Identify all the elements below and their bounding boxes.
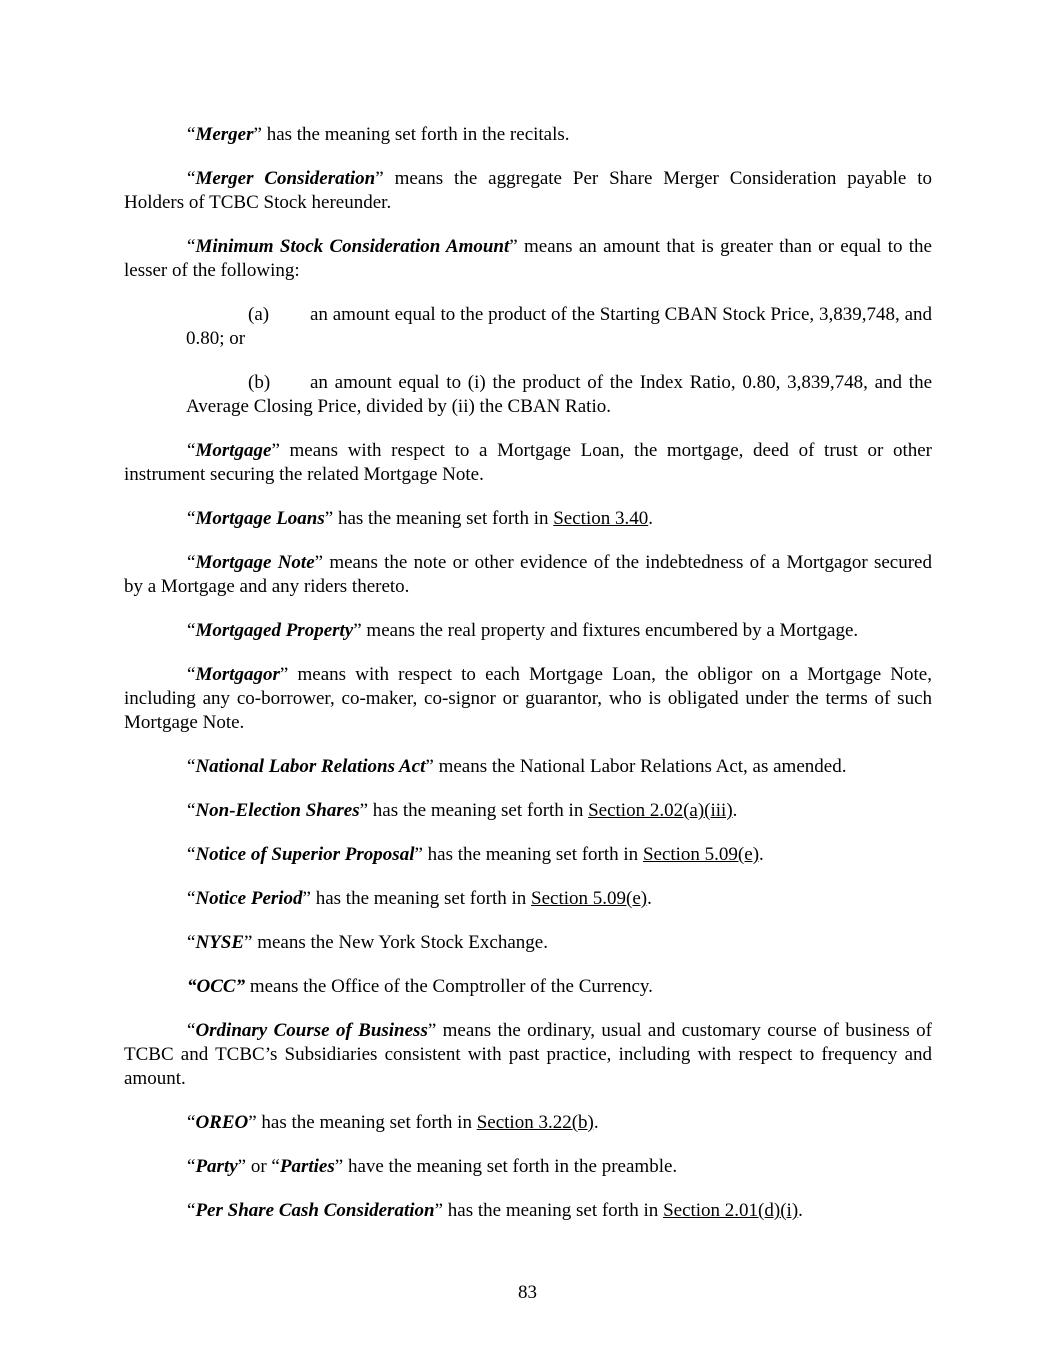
defined-term: Notice of Superior Proposal (195, 844, 415, 865)
section-reference[interactable]: Section 3.40 (553, 508, 649, 529)
definition-minimum-stock-consideration-amount: “Minimum Stock Consideration Amount” means an amount that is greater than or equal to the lesser of the following: (124, 236, 932, 281)
definition-oreo: “OREO” has the meaning set forth in Section 3.22(b). (187, 1112, 599, 1133)
defined-term: Mortgage Note (195, 552, 315, 573)
definition-merger-consideration: “Merger Consideration” means the aggregate Per Share Merger Consideration payable to Holders of TCBC Stock hereunder. (124, 168, 933, 213)
definition-per-share-cash-consideration: “Per Share Cash Consideration” has the meaning set forth in Section 2.01(d)(i). (187, 1200, 803, 1221)
definition-party: “Party” or “Parties” have the meaning set forth in the preamble. (187, 1156, 678, 1177)
defined-term: Minimum Stock Consideration Amount (195, 236, 510, 257)
definition-notice-of-superior-proposal: “Notice of Superior Proposal” has the meaning set forth in Section 5.09(e). (187, 844, 764, 865)
definition-occ: “OCC” means the Office of the Comptroller of the Currency. (187, 976, 653, 997)
defined-term: National Labor Relations Act (195, 756, 426, 777)
defined-term: Merger (195, 124, 254, 145)
definition-mortgage-note: “Mortgage Note” means the note or other evidence of the indebtedness of a Mortgagor secured by a Mortgage and any riders thereto. (124, 552, 932, 597)
definition-notice-period: “Notice Period” has the meaning set forth in Section 5.09(e). (187, 888, 652, 909)
sub-clause-b: (b) an amount equal to (i) the product of the Index Ratio, 0.80, 3,839,748, and the Average Closing Price, divided by (ii) the CBAN Ratio. (186, 372, 932, 417)
defined-term: Mortgage Loans (195, 508, 325, 529)
section-reference[interactable]: Section 3.22(b) (476, 1112, 594, 1133)
definition-mortgaged-property: “Mortgaged Property” means the real property and fixtures encumbered by a Mortgage. (187, 620, 859, 641)
section-reference[interactable]: Section 2.02(a)(iii) (588, 800, 733, 821)
defined-term: Merger Consideration (195, 168, 376, 189)
definition-mortgage: “Mortgage” means with respect to a Mortgage Loan, the mortgage, deed of trust or other instrument securing the related Mortgage Note. (124, 440, 932, 485)
definition-mortgagor: “Mortgagor” means with respect to each Mortgage Loan, the obligor on a Mortgage Note, including any co-borrower, co-maker, co-signor or guarantor, who is obligated under the terms of such Mortgage Note. (124, 664, 932, 733)
defined-term: Parties (279, 1156, 335, 1177)
document-page (124, 123, 932, 1223)
defined-term: Mortgage (195, 440, 272, 461)
defined-term: Mortgaged Property (195, 620, 354, 641)
defined-term: Per Share Cash Consideration (195, 1200, 435, 1221)
section-reference[interactable]: Section 5.09(e) (531, 888, 648, 909)
definition-non-election-shares: “Non-Election Shares” has the meaning set forth in Section 2.02(a)(iii). (187, 800, 738, 821)
defined-term: “OCC” (187, 976, 246, 997)
sub-clause-label: (a) (248, 304, 270, 325)
page-number: 83 (518, 1282, 537, 1303)
section-reference[interactable]: Section 2.01(d)(i) (663, 1200, 799, 1221)
defined-term: Non-Election Shares (195, 800, 360, 821)
definition-nyse: “NYSE” means the New York Stock Exchange. (187, 932, 548, 953)
definition-ordinary-course-of-business: “Ordinary Course of Business” means the ordinary, usual and customary course of business of TCBC and TCBC’s Subsidiaries consistent with past practice, including with respect to frequency and amount. (124, 1020, 932, 1089)
sub-clause-label: (b) (248, 372, 271, 393)
definition-mortgage-loans: “Mortgage Loans” has the meaning set forth in Section 3.40. (187, 508, 653, 529)
definition-national-labor-relations-act: “National Labor Relations Act” means the National Labor Relations Act, as amended. (187, 756, 847, 777)
defined-term: OREO (195, 1112, 249, 1133)
defined-term: Party (195, 1156, 238, 1177)
section-reference[interactable]: Section 5.09(e) (642, 844, 760, 865)
defined-term: NYSE (195, 932, 245, 953)
defined-term: Mortgagor (195, 664, 280, 685)
defined-term: Notice Period (195, 888, 303, 909)
definition-merger: “Merger” has the meaning set forth in the recitals. (187, 124, 570, 145)
defined-term: Ordinary Course of Business (195, 1020, 428, 1041)
sub-clause-a: (a) an amount equal to the product of the Starting CBAN Stock Price, 3,839,748, and 0.80; or (186, 304, 932, 349)
